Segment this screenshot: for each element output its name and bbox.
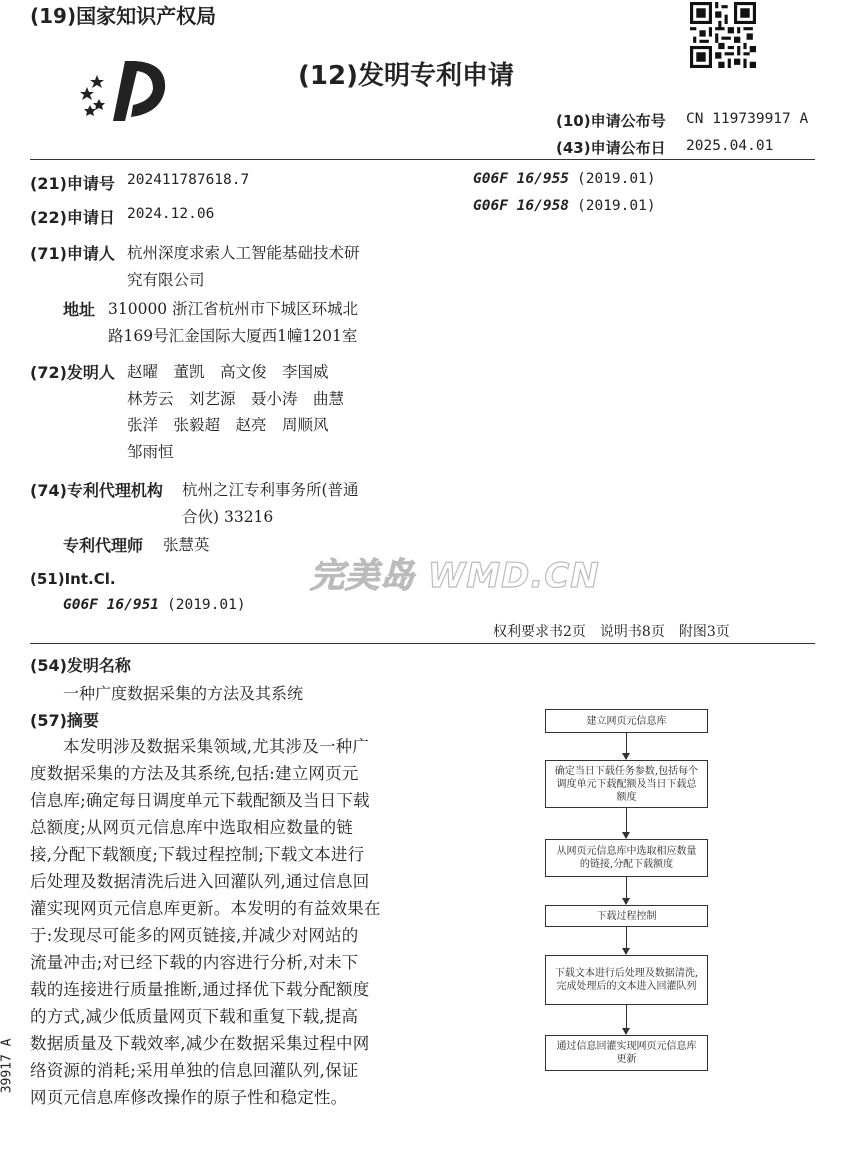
flow-arrow-4 (626, 927, 627, 954)
section-divider (30, 643, 815, 644)
abstract-line: 灌实现网页元信息库更新。本发明的有益效果在 (30, 899, 381, 918)
flow-step-6: 通过信息回灌实现网页元信息库更新 (545, 1035, 708, 1071)
abstract-line: 络资源的消耗;采用单独的信息回灌队列,保证 (30, 1061, 359, 1080)
flow-step-1: 建立网页元信息库 (545, 709, 708, 733)
inventor-label: (72)发明人 (30, 363, 115, 382)
abstract-text (30, 733, 420, 1111)
abstract-line: 总额度;从网页元信息库中选取相应数量的链 (30, 818, 354, 837)
side-publication-number: 39917 A (0, 1038, 15, 1094)
agency-line-1: 杭州之江专利事务所(普通 (182, 481, 359, 499)
publication-number: CN 119739917 A (686, 111, 809, 127)
abstract-line: 后处理及数据清洗后进入回灌队列,通过信息回 (30, 872, 370, 891)
flow-arrow-3 (626, 877, 627, 904)
flow-step-5: 下载文本进行后处理及数据清洗,完成处理后的文本进入回灌队列 (545, 955, 708, 1005)
class-year-2: (2019.01) (577, 171, 656, 187)
page-counts: 权利要求书2页 说明书8页 附图3页 (493, 624, 730, 640)
cnipa-logo-icon (75, 55, 175, 125)
office-name: (19)国家知识产权局 (30, 4, 217, 28)
address-line-2: 路169号汇金国际大厦西1幢1201室 (108, 327, 358, 345)
applicant-line-1: 杭州深度求索人工智能基础技术研 (127, 244, 360, 262)
agent-label: 专利代理师 (63, 536, 144, 555)
abstract-line: 流量冲击;对已经下载的内容进行分析,对未下 (30, 953, 359, 972)
flow-arrow-2 (626, 808, 627, 838)
watermark: 完美岛 WMD.CN (310, 556, 600, 596)
flow-step-3: 从网页元信息库中选取相应数量的链接,分配下载额度 (545, 839, 708, 877)
flow-arrow-1 (626, 733, 627, 759)
publication-number-label: (10)申请公布号 (556, 112, 666, 130)
abstract-line: 的方式,减少低质量网页下载和重复下载,提高 (30, 1007, 359, 1026)
applicant-label: (71)申请人 (30, 244, 115, 263)
abstract-line: 网页元信息库修改操作的原子性和稳定性。 (30, 1088, 348, 1107)
header-divider (30, 159, 815, 160)
class-code-3: G06F 16/958 (473, 198, 570, 214)
int-cl-year: (2019.01) (167, 597, 246, 613)
flow-step-2: 确定当日下载任务参数,包括每个调度单元下载配额及当日下载总额度 (545, 760, 708, 808)
int-cl-label: (51)Int.Cl. (30, 570, 116, 588)
abstract-line: 于:发现尽可能多的网页链接,并减少对网站的 (30, 926, 359, 945)
class-code-2: G06F 16/955 (473, 171, 570, 187)
abstract-line: 信息库;确定每日调度单元下载配额及当日下载 (30, 791, 370, 810)
abstract-line: 接,分配下载额度;下载过程控制;下载文本进行 (30, 845, 365, 864)
inventors-line-3: 张洋 张毅超 赵亮 周顺风 (127, 416, 329, 434)
inventors-line-2: 林芳云 刘艺源 聂小涛 曲慧 (127, 390, 345, 408)
invention-title: 一种广度数据采集的方法及其系统 (63, 684, 304, 703)
inventors-line-4: 邹雨恒 (127, 443, 174, 461)
application-date: 2024.12.06 (127, 206, 215, 222)
abstract-line: 载的连接进行质量推断,通过择优下载分配额度 (30, 980, 370, 999)
publication-date-label: (43)申请公布日 (556, 139, 666, 157)
document-type: (12)发明专利申请 (298, 61, 514, 91)
abstract-label: (57)摘要 (30, 711, 99, 730)
agency-line-2: 合伙) 33216 (182, 508, 274, 526)
int-cl-code: G06F 16/951 (63, 597, 160, 613)
publication-date: 2025.04.01 (686, 138, 774, 154)
agent-name: 张慧英 (163, 536, 210, 554)
application-date-label: (22)申请日 (30, 208, 115, 227)
abstract-line: 度数据采集的方法及其系统,包括:建立网页元 (30, 764, 359, 783)
inventors-line-1: 赵曜 董凯 高文俊 李国威 (127, 363, 329, 381)
abstract-line: 数据质量及下载效率,减少在数据采集过程中网 (30, 1034, 370, 1053)
application-number: 202411787618.7 (127, 172, 250, 188)
agency-label: (74)专利代理机构 (30, 481, 163, 500)
qr-code-icon (690, 2, 756, 68)
invention-title-label: (54)发明名称 (30, 656, 131, 675)
flow-step-4: 下载过程控制 (545, 905, 708, 927)
class-year-3: (2019.01) (577, 198, 656, 214)
flow-arrow-5 (626, 1005, 627, 1034)
applicant-line-2: 究有限公司 (127, 271, 205, 289)
abstract-line: 本发明涉及数据采集领域,尤其涉及一种广 (63, 737, 370, 756)
address-line-1: 310000 浙江省杭州市下城区环城北 (108, 300, 359, 318)
application-number-label: (21)申请号 (30, 174, 115, 193)
address-label: 地址 (63, 300, 96, 319)
